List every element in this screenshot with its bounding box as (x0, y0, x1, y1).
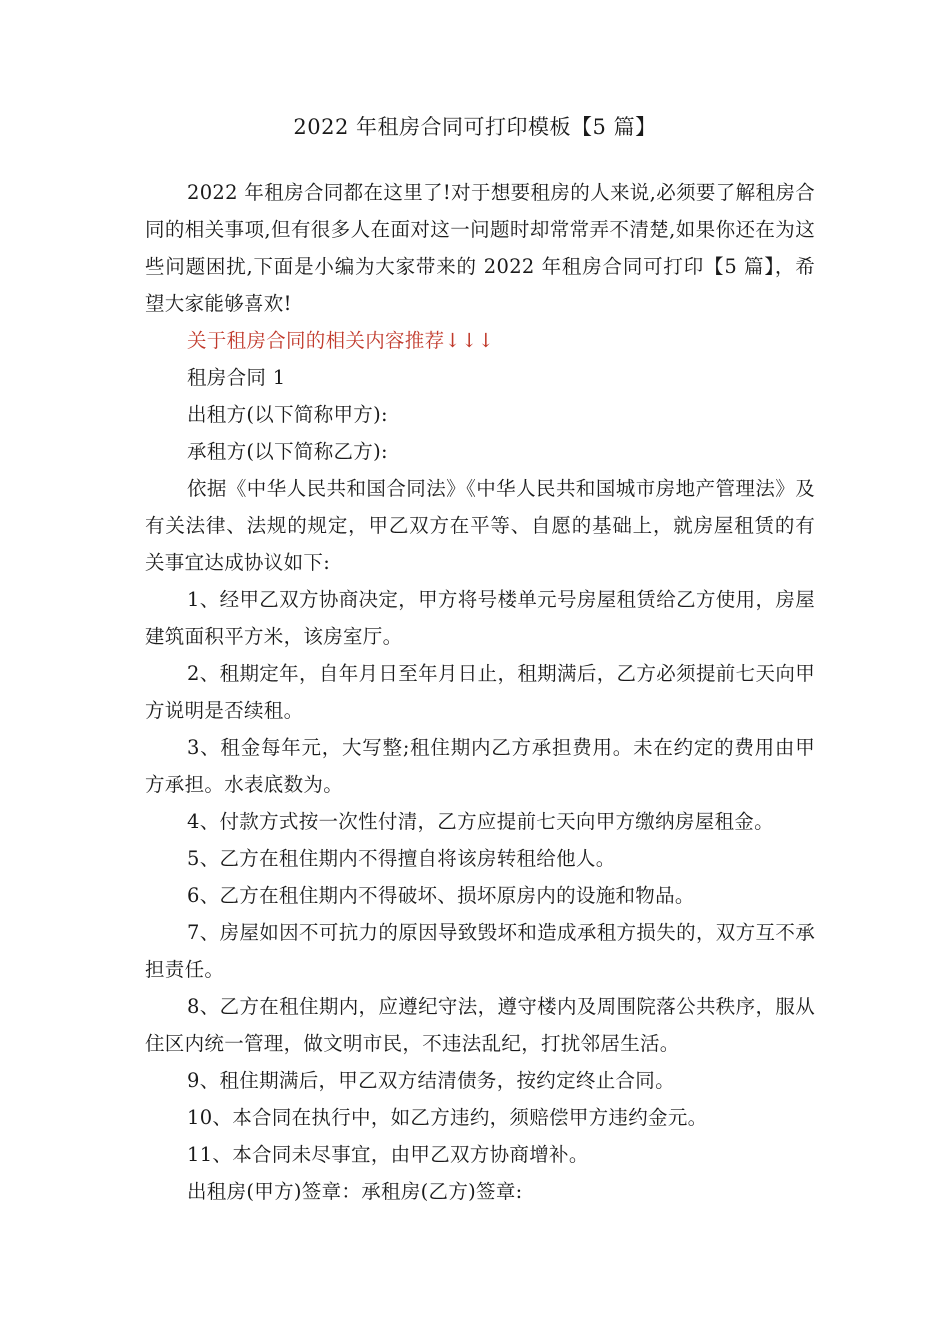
lessee-line: 承租方(以下简称乙方): (187, 440, 388, 463)
contract-title: 租房合同 1 (187, 366, 286, 389)
clause-1: 1、经甲乙双方协商决定，甲方将号楼单元号房屋租赁给乙方使用，房屋建筑面积平方米，该房室厅。 (145, 588, 815, 648)
clause-4: 4、付款方式按一次性付清，乙方应提前七天向甲方缴纳房屋租金。 (187, 810, 774, 833)
clause-3: 3、租金每年元，大写整;租住期内乙方承担费用。未在约定的费用由甲方承担。水表底数为。 (145, 736, 815, 796)
clause-8: 8、乙方在租住期内，应遵纪守法，遵守楼内及周围院落公共秩序，服从住区内统一管理，做文明市民，不违法乱纪，打扰邻居生活。 (145, 995, 815, 1055)
lessor-line: 出租方(以下简称甲方): (187, 403, 388, 426)
intro-paragraph: 2022 年租房合同都在这里了!对于想要租房的人来说,必须要了解租房合同的相关事项,但有很多人在面对这一问题时却常常弄不清楚,如果你还在为这些问题困扰,下面是小编为大家带来的 2022 年租房合同可打印【5 篇】，希望大家能够喜欢! (145, 181, 815, 315)
document-body (145, 174, 815, 1210)
clause-11: 11、本合同未尽事宜，由甲乙双方协商增补。 (187, 1143, 589, 1166)
clause-6: 6、乙方在租住期内不得破坏、损坏原房内的设施和物品。 (187, 884, 695, 907)
recommend-link[interactable]: 关于租房合同的相关内容推荐↓↓↓ (187, 329, 495, 352)
clause-2: 2、租期定年，自年月日至年月日止，租期满后，乙方必须提前七天向甲方说明是否续租。 (145, 662, 815, 722)
clause-5: 5、乙方在租住期内不得擅自将该房转租给他人。 (187, 847, 616, 870)
clause-10: 10、本合同在执行中，如乙方违约，须赔偿甲方违约金元。 (187, 1106, 708, 1129)
basis-paragraph: 依据《中华人民共和国合同法》《中华人民共和国城市房地产管理法》及有关法律、法规的规定，甲乙双方在平等、自愿的基础上，就房屋租赁的有关事宜达成协议如下: (145, 477, 815, 574)
clause-7: 7、房屋如因不可抗力的原因导致毁坏和造成承租方损失的，双方互不承担责任。 (145, 921, 815, 981)
signature-line: 出租房(甲方)签章：承租房(乙方)签章: (187, 1180, 523, 1203)
document-title: 2022 年租房合同可打印模板【5 篇】 (293, 115, 657, 139)
clause-9: 9、租住期满后，甲乙双方结清债务，按约定终止合同。 (187, 1069, 675, 1092)
